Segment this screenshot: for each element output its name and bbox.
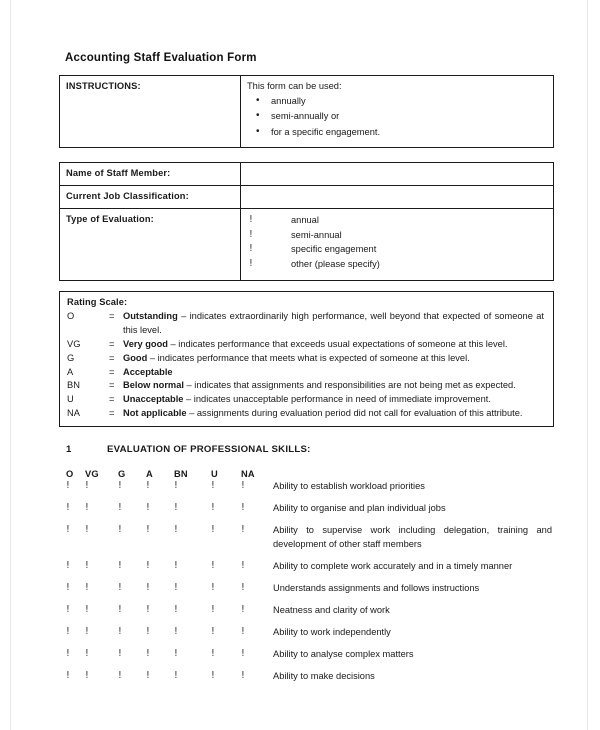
skill-row: [59, 480, 554, 493]
rating-term: Very good: [123, 338, 168, 349]
checkbox-icon[interactable]: !: [66, 625, 70, 637]
evaluation-type-option[interactable]: [247, 213, 547, 228]
checkbox-icon[interactable]: !: [66, 647, 70, 659]
rating-description: – assignments during evaluation period did not call for evaluation of this attribute.: [186, 408, 523, 419]
checkbox-icon[interactable]: !: [146, 581, 150, 593]
instructions-bullet-list: [247, 94, 547, 140]
checkbox-icon[interactable]: !: [211, 559, 215, 571]
checkbox-icon[interactable]: !: [85, 502, 89, 514]
checkbox-icon[interactable]: !: [174, 625, 178, 637]
job-classification-label: Current Job Classification:: [60, 185, 241, 208]
column-header-u: U: [211, 469, 218, 480]
column-header-bn: BN: [174, 469, 188, 480]
skill-row: [59, 502, 554, 515]
checkbox-icon[interactable]: !: [85, 603, 89, 615]
checkbox-icon[interactable]: !: [66, 502, 70, 514]
equals-sign: =: [109, 338, 115, 349]
staff-name-label: Name of Staff Member:: [60, 163, 241, 186]
checkbox-icon[interactable]: !: [146, 625, 150, 637]
evaluation-type-option[interactable]: [247, 228, 547, 243]
rating-definition: [123, 338, 545, 351]
skill-label: Ability to establish workload priorities: [273, 481, 425, 492]
checkbox-icon[interactable]: !: [66, 559, 70, 571]
skill-label: Ability to make decisions: [273, 670, 375, 681]
checkbox-icon[interactable]: !: [241, 581, 245, 593]
rating-code: A: [67, 366, 74, 377]
rating-description: – indicates performance that meets what is expected of someone at this level.: [147, 352, 470, 363]
equals-sign: =: [109, 352, 115, 363]
rating-description: – indicates unacceptable performance in need of immediate improvement.: [183, 394, 491, 405]
checkbox-icon[interactable]: !: [118, 524, 122, 536]
checkbox-icon[interactable]: !: [146, 502, 150, 514]
section-number: 1: [66, 444, 72, 456]
checkbox-icon[interactable]: !: [85, 669, 89, 681]
rating-definition: [123, 310, 545, 337]
checkbox-icon[interactable]: !: [241, 480, 245, 492]
checkbox-icon[interactable]: !: [211, 480, 215, 492]
column-header-o: O: [66, 469, 74, 480]
skill-label: Understands assignments and follows instructions: [273, 582, 480, 593]
rating-definition: [123, 393, 545, 406]
checkbox-icon[interactable]: !: [146, 647, 150, 659]
checkbox-icon[interactable]: !: [174, 559, 178, 571]
checkbox-icon[interactable]: !: [174, 502, 178, 514]
checkbox-icon[interactable]: !: [174, 647, 178, 659]
evaluation-type-options: [241, 208, 554, 280]
checkbox-icon[interactable]: !: [85, 480, 89, 492]
checkbox-icon[interactable]: !: [146, 480, 150, 492]
instructions-label: INSTRUCTIONS:: [60, 76, 241, 148]
checkbox-icon[interactable]: !: [118, 603, 122, 615]
checkbox-icon[interactable]: !: [249, 213, 253, 225]
evaluation-type-option-label: other (please specify): [291, 259, 380, 270]
checkbox-icon[interactable]: !: [146, 524, 150, 536]
skill-label: Ability to analyse complex matters: [273, 648, 414, 659]
checkbox-icon[interactable]: !: [174, 603, 178, 615]
instructions-lead: This form can be used:: [247, 81, 342, 91]
equals-sign: =: [109, 394, 115, 405]
checkbox-icon[interactable]: !: [118, 625, 122, 637]
evaluation-type-label: Type of Evaluation:: [60, 208, 241, 280]
staff-name-field[interactable]: [241, 163, 554, 186]
skill-row: [59, 626, 554, 639]
rating-code: O: [67, 311, 75, 322]
checkbox-icon[interactable]: !: [118, 559, 122, 571]
rating-term: Below normal: [123, 380, 184, 391]
list-item: • for a specific engagement.: [271, 125, 547, 140]
skill-row: [59, 670, 554, 683]
instructions-content: [241, 76, 554, 148]
checkbox-icon[interactable]: !: [241, 559, 245, 571]
checkbox-icon[interactable]: !: [85, 581, 89, 593]
checkbox-icon[interactable]: !: [174, 669, 178, 681]
table-row: [60, 185, 554, 208]
list-item: • annually: [271, 94, 547, 109]
skills-column-headers: [59, 469, 554, 479]
checkbox-icon[interactable]: !: [241, 524, 245, 536]
rating-description: – indicates performance that exceeds usual expectations of someone at this level.: [167, 338, 508, 349]
skill-row: [59, 560, 554, 573]
checkbox-icon[interactable]: !: [118, 502, 122, 514]
skill-row: [59, 524, 554, 551]
checkbox-icon[interactable]: !: [249, 243, 253, 255]
skill-row: [59, 648, 554, 661]
job-classification-field[interactable]: [241, 185, 554, 208]
checkbox-icon[interactable]: !: [146, 559, 150, 571]
rating-term: Good: [123, 352, 148, 363]
checkbox-icon[interactable]: !: [118, 647, 122, 659]
checkbox-icon[interactable]: !: [249, 258, 253, 270]
skills-rating-grid: [59, 469, 554, 683]
checkbox-icon[interactable]: !: [211, 502, 215, 514]
evaluation-type-option[interactable]: [247, 257, 547, 272]
rating-definition: [123, 407, 545, 420]
rating-scale-box: [59, 291, 554, 428]
rating-code: BN: [67, 380, 80, 391]
checkbox-icon[interactable]: !: [85, 559, 89, 571]
evaluation-type-option[interactable]: [247, 242, 547, 257]
checkbox-icon[interactable]: !: [174, 581, 178, 593]
checkbox-icon[interactable]: !: [66, 669, 70, 681]
column-header-a: A: [146, 469, 153, 480]
rating-scale-row: [67, 352, 545, 365]
checkbox-icon[interactable]: !: [211, 625, 215, 637]
evaluation-type-option-label: specific engagement: [291, 244, 377, 255]
section-title: EVALUATION OF PROFESSIONAL SKILLS:: [107, 444, 311, 456]
rating-code: G: [67, 352, 75, 363]
checkbox-icon[interactable]: !: [85, 625, 89, 637]
staff-details-table: [59, 162, 554, 281]
rating-code: NA: [67, 408, 80, 419]
checkbox-icon[interactable]: !: [66, 480, 70, 492]
rating-scale-row: [67, 338, 545, 351]
rating-scale-row: [67, 366, 545, 379]
evaluation-type-option-label: annual: [291, 214, 319, 225]
checkbox-icon[interactable]: !: [241, 502, 245, 514]
rating-definition: [123, 366, 545, 379]
checkbox-icon[interactable]: !: [85, 647, 89, 659]
document-page: [10, 0, 588, 730]
checkbox-icon[interactable]: !: [66, 524, 70, 536]
document-content: [59, 52, 554, 692]
equals-sign: =: [109, 366, 115, 377]
checkbox-icon[interactable]: !: [211, 669, 215, 681]
skill-label: Ability to work independently: [273, 626, 391, 637]
checkbox-icon[interactable]: !: [241, 603, 245, 615]
table-row: [60, 163, 554, 186]
checkbox-icon[interactable]: !: [211, 603, 215, 615]
checkbox-icon[interactable]: !: [241, 647, 245, 659]
skill-row: [59, 604, 554, 617]
checkbox-icon[interactable]: !: [174, 480, 178, 492]
rating-scale-row: [67, 407, 545, 420]
skill-label: Ability to supervise work including delegation, training and development of other staff members: [273, 525, 552, 549]
checkbox-icon[interactable]: !: [146, 603, 150, 615]
equals-sign: =: [109, 380, 115, 391]
checkbox-icon[interactable]: !: [85, 524, 89, 536]
rating-description: – indicates that assignments and responsibilities are not being met as expected.: [183, 380, 516, 391]
checkbox-icon[interactable]: !: [146, 669, 150, 681]
rating-scale-row: [67, 379, 545, 392]
checkbox-icon[interactable]: !: [118, 480, 122, 492]
checkbox-icon[interactable]: !: [241, 625, 245, 637]
rating-scale-heading: Rating Scale:: [67, 296, 128, 307]
checkbox-icon[interactable]: !: [241, 669, 245, 681]
table-row: [60, 76, 554, 148]
checkbox-icon[interactable]: !: [118, 581, 122, 593]
rating-term: Acceptable: [123, 366, 173, 377]
rating-definition: [123, 379, 545, 392]
skill-label: Neatness and clarity of work: [273, 604, 390, 615]
checkbox-icon[interactable]: !: [118, 669, 122, 681]
equals-sign: =: [109, 408, 115, 419]
page-title: Accounting Staff Evaluation Form: [65, 52, 257, 64]
rating-term: Unacceptable: [123, 394, 184, 405]
rating-term: Not applicable: [123, 408, 187, 419]
checkbox-icon[interactable]: !: [211, 581, 215, 593]
column-header-na: NA: [241, 469, 255, 480]
rating-term: Outstanding: [123, 311, 178, 322]
checkbox-icon[interactable]: !: [211, 524, 215, 536]
skill-row: [59, 582, 554, 595]
skill-label: Ability to complete work accurately and in a timely manner: [273, 560, 513, 571]
table-row: [60, 208, 554, 280]
list-item: • semi-annually or: [271, 109, 547, 124]
checkbox-icon[interactable]: !: [174, 524, 178, 536]
rating-scale-row: [67, 393, 545, 406]
rating-description: – indicates extraordinarily high performance, well beyond that expected of someone at this level.: [123, 311, 544, 335]
skill-label: Ability to organise and plan individual jobs: [273, 503, 446, 514]
rating-code: VG: [67, 338, 81, 349]
section-heading: [59, 444, 554, 455]
checkbox-icon[interactable]: !: [66, 603, 70, 615]
rating-scale-row: [67, 310, 545, 337]
rating-definition: [123, 352, 545, 365]
checkbox-icon[interactable]: !: [249, 228, 253, 240]
checkbox-icon[interactable]: !: [211, 647, 215, 659]
checkbox-icon[interactable]: !: [66, 581, 70, 593]
instructions-table: [59, 75, 554, 148]
rating-code: U: [67, 394, 74, 405]
column-header-vg: VG: [85, 469, 99, 480]
column-header-g: G: [118, 469, 126, 480]
equals-sign: =: [109, 311, 115, 322]
evaluation-type-option-label: semi-annual: [291, 229, 342, 240]
